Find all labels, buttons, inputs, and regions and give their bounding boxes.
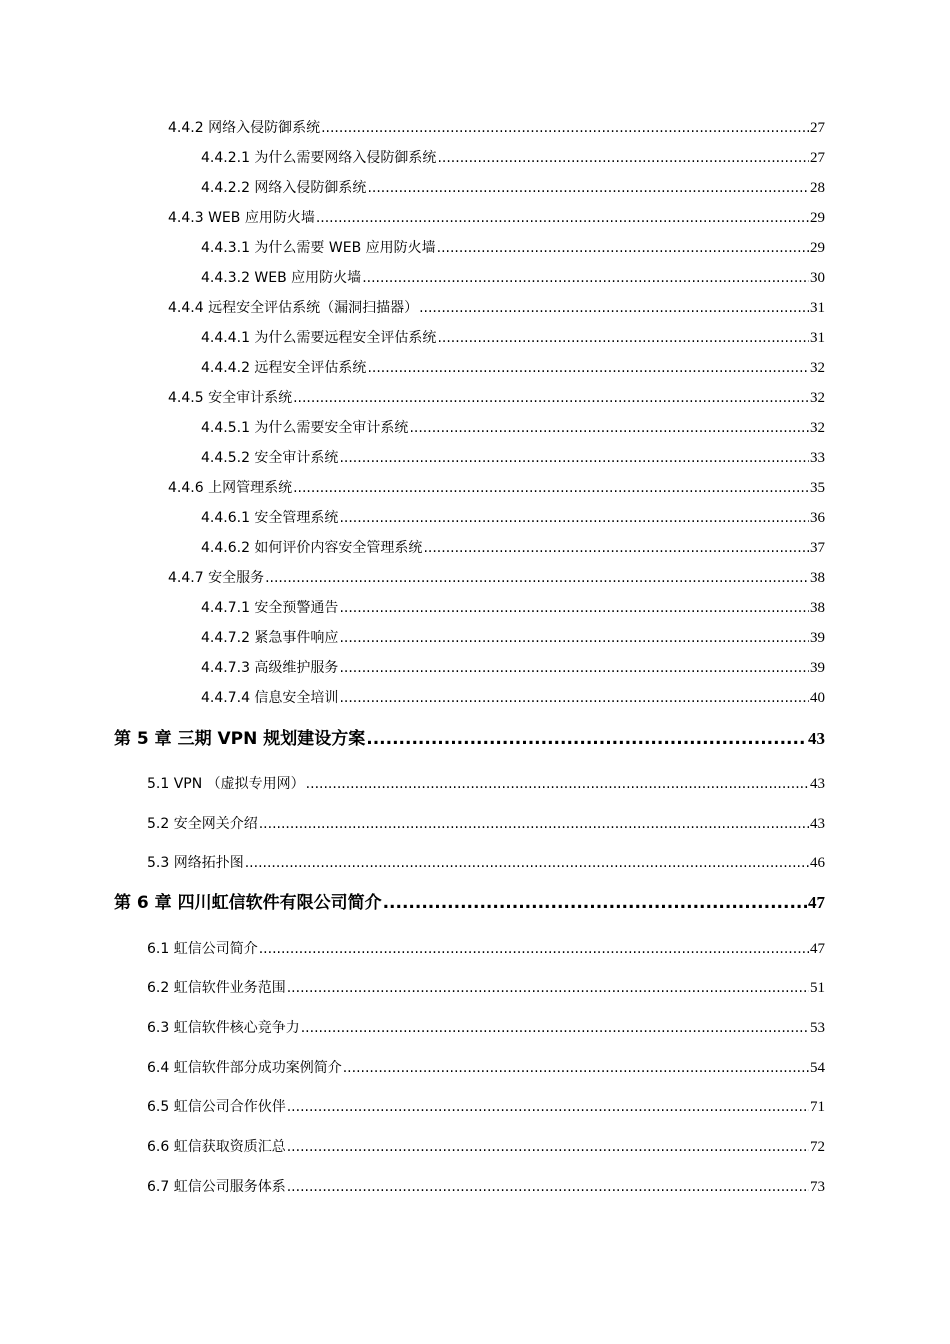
toc-entry[interactable] — [201, 239, 825, 257]
dot-leader — [339, 449, 809, 467]
toc-entry[interactable] — [168, 569, 825, 587]
toc-entry-page: 47 — [808, 893, 825, 912]
toc-entry-page: 37 — [810, 540, 825, 556]
toc-entry-page: 31 — [810, 300, 825, 316]
dot-leader — [409, 419, 809, 437]
toc-entry[interactable] — [201, 539, 825, 557]
dot-leader — [423, 539, 809, 557]
dot-leader — [437, 149, 809, 167]
toc-entry-page: 27 — [810, 150, 825, 166]
toc-entry-label: 6.7 虹信公司服务体系 — [147, 1179, 286, 1195]
dot-leader — [321, 119, 809, 137]
dot-leader — [362, 269, 809, 287]
toc-entry[interactable] — [168, 389, 825, 407]
toc-entry[interactable] — [201, 179, 825, 197]
toc-entry-label: 6.6 虹信获取资质汇总 — [147, 1139, 286, 1155]
dot-leader — [287, 1178, 809, 1196]
toc-entry[interactable] — [147, 940, 825, 958]
toc-entry-page: 28 — [810, 180, 825, 196]
toc-entry-label: 4.4.4.1 为什么需要远程安全评估系统 — [201, 330, 437, 346]
toc-entry-label: 6.1 虹信公司简介 — [147, 941, 258, 957]
dot-leader — [343, 1059, 809, 1077]
toc-entry[interactable] — [201, 329, 825, 347]
dot-leader — [316, 209, 809, 227]
toc-entry[interactable] — [201, 449, 825, 467]
toc-entry-page: 32 — [810, 360, 825, 376]
dot-leader — [293, 389, 809, 407]
toc-chapter-entry[interactable] — [114, 728, 825, 750]
toc-entry-page: 72 — [810, 1139, 825, 1155]
toc-entry-label: 4.4.7 安全服务 — [168, 570, 265, 586]
toc-entry-label: 5.3 网络拓扑图 — [147, 855, 244, 871]
toc-entry-page: 33 — [810, 450, 825, 466]
dot-leader — [287, 1138, 809, 1156]
toc-entry-label: 第 5 章 三期 VPN 规划建设方案 — [114, 729, 366, 749]
toc-entry-label: 4.4.7.3 高级维护服务 — [201, 660, 339, 676]
toc-entry-label: 5.1 VPN （虚拟专用网） — [147, 776, 305, 792]
toc-entry[interactable] — [147, 1138, 825, 1156]
toc-chapter-entry[interactable] — [114, 892, 825, 914]
toc-entry-label: 4.4.2 网络入侵防御系统 — [168, 120, 321, 136]
toc-entry-page: 29 — [810, 240, 825, 256]
dot-leader — [339, 509, 809, 527]
dot-leader — [259, 940, 809, 958]
toc-entry-page: 71 — [810, 1099, 825, 1115]
toc-entry-label: 6.4 虹信软件部分成功案例简介 — [147, 1060, 342, 1076]
toc-entry-label: 4.4.4.2 远程安全评估系统 — [201, 360, 367, 376]
toc-entry[interactable] — [201, 599, 825, 617]
dot-leader — [367, 179, 809, 197]
dot-leader — [367, 359, 809, 377]
toc-entry-label: 4.4.5.1 为什么需要安全审计系统 — [201, 420, 409, 436]
dot-leader — [339, 629, 809, 647]
toc-entry[interactable] — [168, 479, 825, 497]
toc-entry[interactable] — [201, 149, 825, 167]
toc-entry[interactable] — [201, 659, 825, 677]
toc-entry-page: 43 — [810, 816, 825, 832]
toc-entry[interactable] — [168, 299, 825, 317]
toc-entry-label: 4.4.5 安全审计系统 — [168, 390, 293, 406]
dot-leader — [339, 689, 809, 707]
toc-entry-label: 6.5 虹信公司合作伙伴 — [147, 1099, 286, 1115]
toc-entry-page: 31 — [810, 330, 825, 346]
toc-entry-label: 5.2 安全网关介绍 — [147, 816, 258, 832]
toc-entry-label: 6.3 虹信软件核心竞争力 — [147, 1020, 300, 1036]
toc-entry-page: 54 — [810, 1060, 825, 1076]
toc-entry-page: 38 — [810, 570, 825, 586]
dot-leader — [383, 892, 807, 914]
toc-entry[interactable] — [168, 119, 825, 137]
dot-leader — [366, 728, 807, 750]
toc-entry-page: 38 — [810, 600, 825, 616]
toc-entry-page: 32 — [810, 390, 825, 406]
toc-entry[interactable] — [147, 1019, 825, 1037]
dot-leader — [287, 979, 809, 997]
toc-entry-label: 6.2 虹信软件业务范围 — [147, 980, 286, 996]
toc-entry-page: 47 — [810, 941, 825, 957]
toc-entry-page: 39 — [810, 630, 825, 646]
toc-entry[interactable] — [201, 359, 825, 377]
toc-entry-label: 4.4.7.4 信息安全培训 — [201, 690, 339, 706]
dot-leader — [339, 599, 809, 617]
toc-entry[interactable] — [201, 629, 825, 647]
toc-entry-label: 4.4.2.2 网络入侵防御系统 — [201, 180, 367, 196]
toc-entry-page: 39 — [810, 660, 825, 676]
toc-entry-page: 32 — [810, 420, 825, 436]
toc-entry-page: 40 — [810, 690, 825, 706]
toc-entry[interactable] — [147, 1059, 825, 1077]
toc-entry[interactable] — [201, 509, 825, 527]
toc-entry[interactable] — [168, 209, 825, 227]
toc-entry-page: 51 — [810, 980, 825, 996]
toc-entry-page: 30 — [810, 270, 825, 286]
toc-entry-page: 43 — [808, 729, 825, 748]
dot-leader — [306, 775, 809, 793]
dot-leader — [437, 329, 809, 347]
toc-entry-label: 第 6 章 四川虹信软件有限公司简介 — [114, 893, 382, 913]
dot-leader — [287, 1098, 809, 1116]
toc-entry-label: 4.4.6.1 安全管理系统 — [201, 510, 339, 526]
toc-entry-label: 4.4.3.2 WEB 应用防火墙 — [201, 270, 362, 286]
toc-entry-label: 4.4.7.2 紧急事件响应 — [201, 630, 339, 646]
toc-entry-label: 4.4.3 WEB 应用防火墙 — [168, 210, 315, 226]
toc-entry[interactable] — [147, 815, 825, 833]
toc-entry-page: 27 — [810, 120, 825, 136]
toc-entry[interactable] — [201, 419, 825, 437]
toc-entry[interactable] — [147, 775, 825, 793]
toc-entry-page: 53 — [810, 1020, 825, 1036]
dot-leader — [301, 1019, 809, 1037]
toc-entry-page: 73 — [810, 1179, 825, 1195]
toc-entry[interactable] — [147, 1098, 825, 1116]
toc-entry[interactable] — [147, 1178, 825, 1196]
dot-leader — [265, 569, 809, 587]
toc-entry-label: 4.4.6.2 如何评价内容安全管理系统 — [201, 540, 423, 556]
toc-entry-label: 4.4.4 远程安全评估系统（漏洞扫描器） — [168, 300, 419, 316]
toc-entry-page: 36 — [810, 510, 825, 526]
toc-entry-label: 4.4.7.1 安全预警通告 — [201, 600, 339, 616]
toc-entry-page: 35 — [810, 480, 825, 496]
toc-entry-page: 46 — [810, 855, 825, 871]
toc-entry-page: 29 — [810, 210, 825, 226]
toc-entry-label: 4.4.5.2 安全审计系统 — [201, 450, 339, 466]
dot-leader — [339, 659, 809, 677]
toc-entry-label: 4.4.2.1 为什么需要网络入侵防御系统 — [201, 150, 437, 166]
dot-leader — [437, 239, 809, 257]
toc-entry-label: 4.4.6 上网管理系统 — [168, 480, 293, 496]
toc-entry-page: 43 — [810, 776, 825, 792]
dot-leader — [419, 299, 809, 317]
dot-leader — [245, 854, 809, 872]
toc-entry-label: 4.4.3.1 为什么需要 WEB 应用防火墙 — [201, 240, 436, 256]
dot-leader — [259, 815, 809, 833]
dot-leader — [293, 479, 809, 497]
toc-entry[interactable] — [147, 979, 825, 997]
toc-entry[interactable] — [147, 854, 825, 872]
toc-entry[interactable] — [201, 269, 825, 287]
toc-entry[interactable] — [201, 689, 825, 707]
